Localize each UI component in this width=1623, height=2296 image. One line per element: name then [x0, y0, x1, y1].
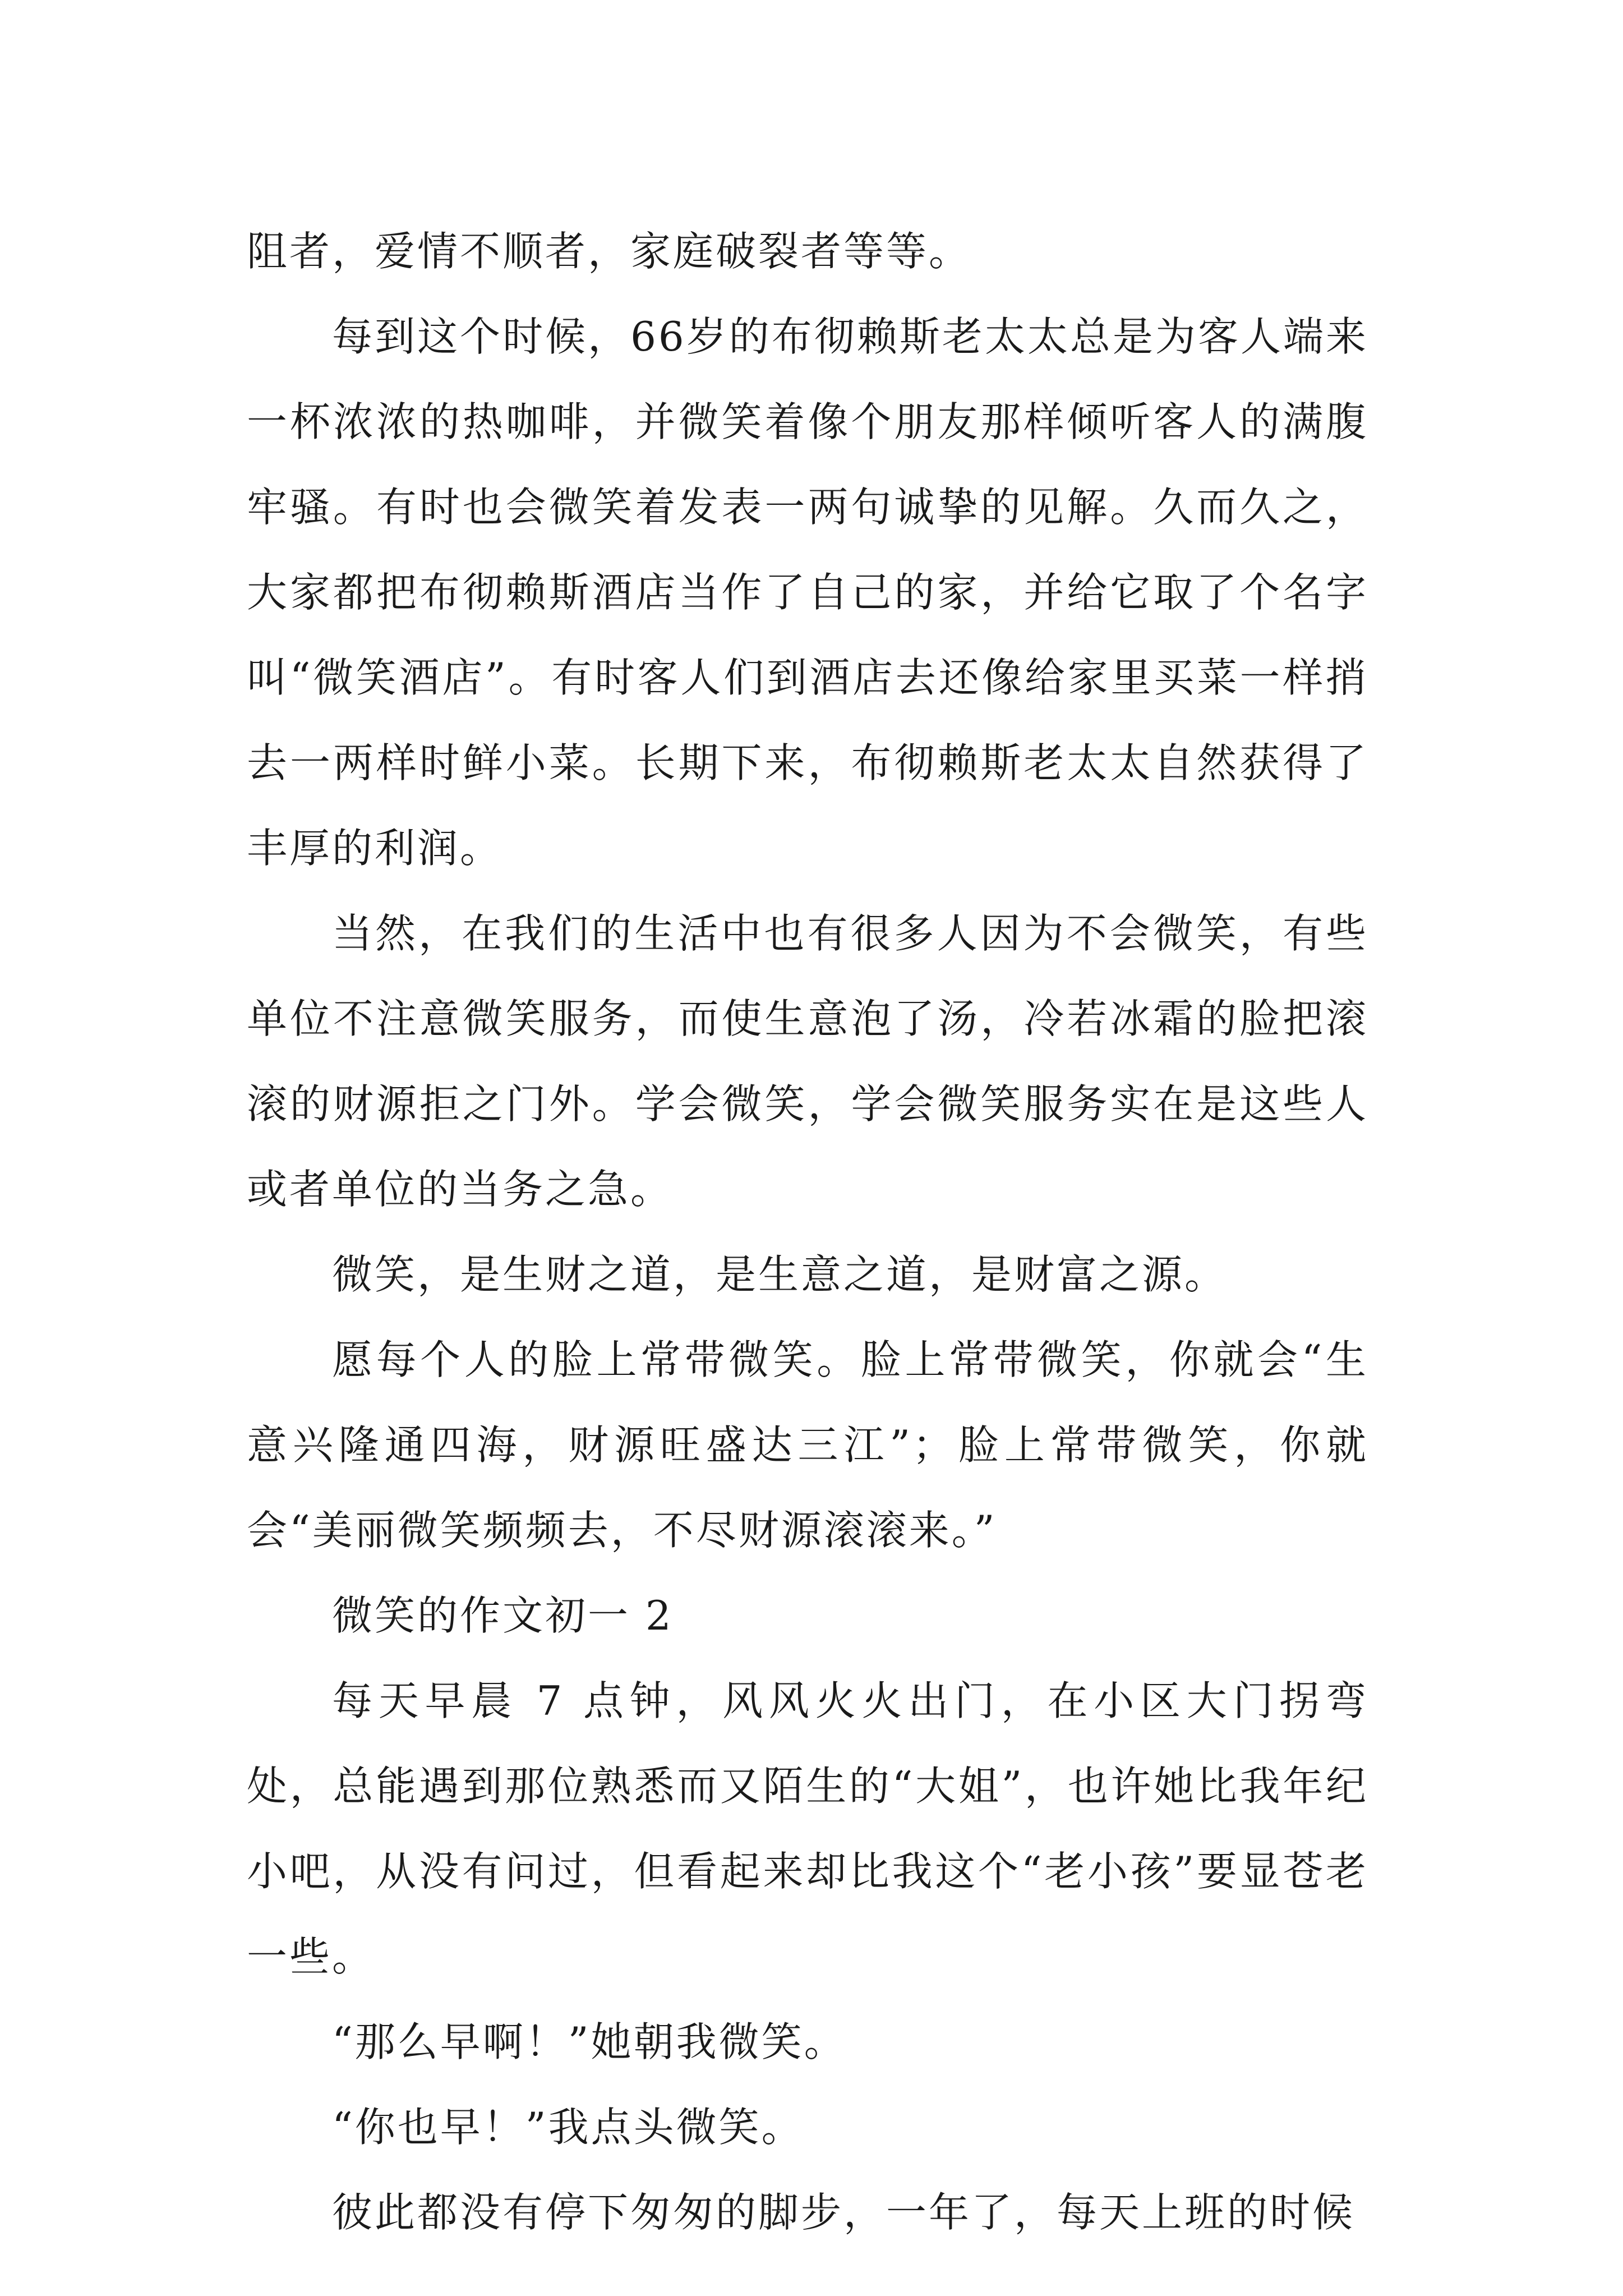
paragraph-1: 阻者，爱情不顺者，家庭破裂者等等。 — [247, 228, 972, 275]
paragraph-8: “你也早！”我点头微笑。 — [332, 2104, 804, 2151]
paragraph-7: “那么早啊！”她朝我微笑。 — [332, 2018, 847, 2065]
paragraph-5: 愿每个人的脸上常带微笑。脸上常带微笑，你就会“生意兴隆通四海，财源旺盛达三江”；脸上常带微笑，你就会“美丽微笑频频去，不尽财源滚滚来。” — [247, 1336, 1368, 1554]
paragraph-9: 彼此都没有停下匆匆的脚步，一年了，每天上班的时候 — [332, 2189, 1355, 2236]
section-heading: 微笑的作文初一 2 — [332, 1592, 674, 1639]
paragraph-2: 每到这个时候，66岁的布彻赖斯老太太总是为客人端来一杯浓浓的热咖啡，并微笑着像个朋友那样倾听客人的满腹牢骚。有时也会微笑着发表一两句诚挚的见解。久而久之，大家都把布彻赖斯酒店当作了自己的家，并给它取了个名字叫“微笑酒店”。有时客人们到酒店去还像给家里买菜一样捎去一两样时鲜小菜。长期下来，布彻赖斯老太太自然获得了丰厚的利润。 — [247, 313, 1368, 872]
document-body — [247, 209, 1368, 2255]
paragraph-4: 微笑，是生财之道，是生意之道，是财富之源。 — [332, 1251, 1228, 1298]
paragraph-6: 每天早晨 7 点钟，风风火火出门，在小区大门拐弯处，总能遇到那位熟悉而又陌生的“大姐”，也许她比我年纪小吧，从没有问过，但看起来却比我这个“老小孩”要显苍老一些。 — [247, 1677, 1368, 1980]
paragraph-3: 当然，在我们的生活中也有很多人因为不会微笑，有些单位不注意微笑服务，而使生意泡了汤，冷若冰霜的脸把滚滚的财源拒之门外。学会微笑，学会微笑服务实在是这些人或者单位的当务之急。 — [247, 910, 1368, 1213]
